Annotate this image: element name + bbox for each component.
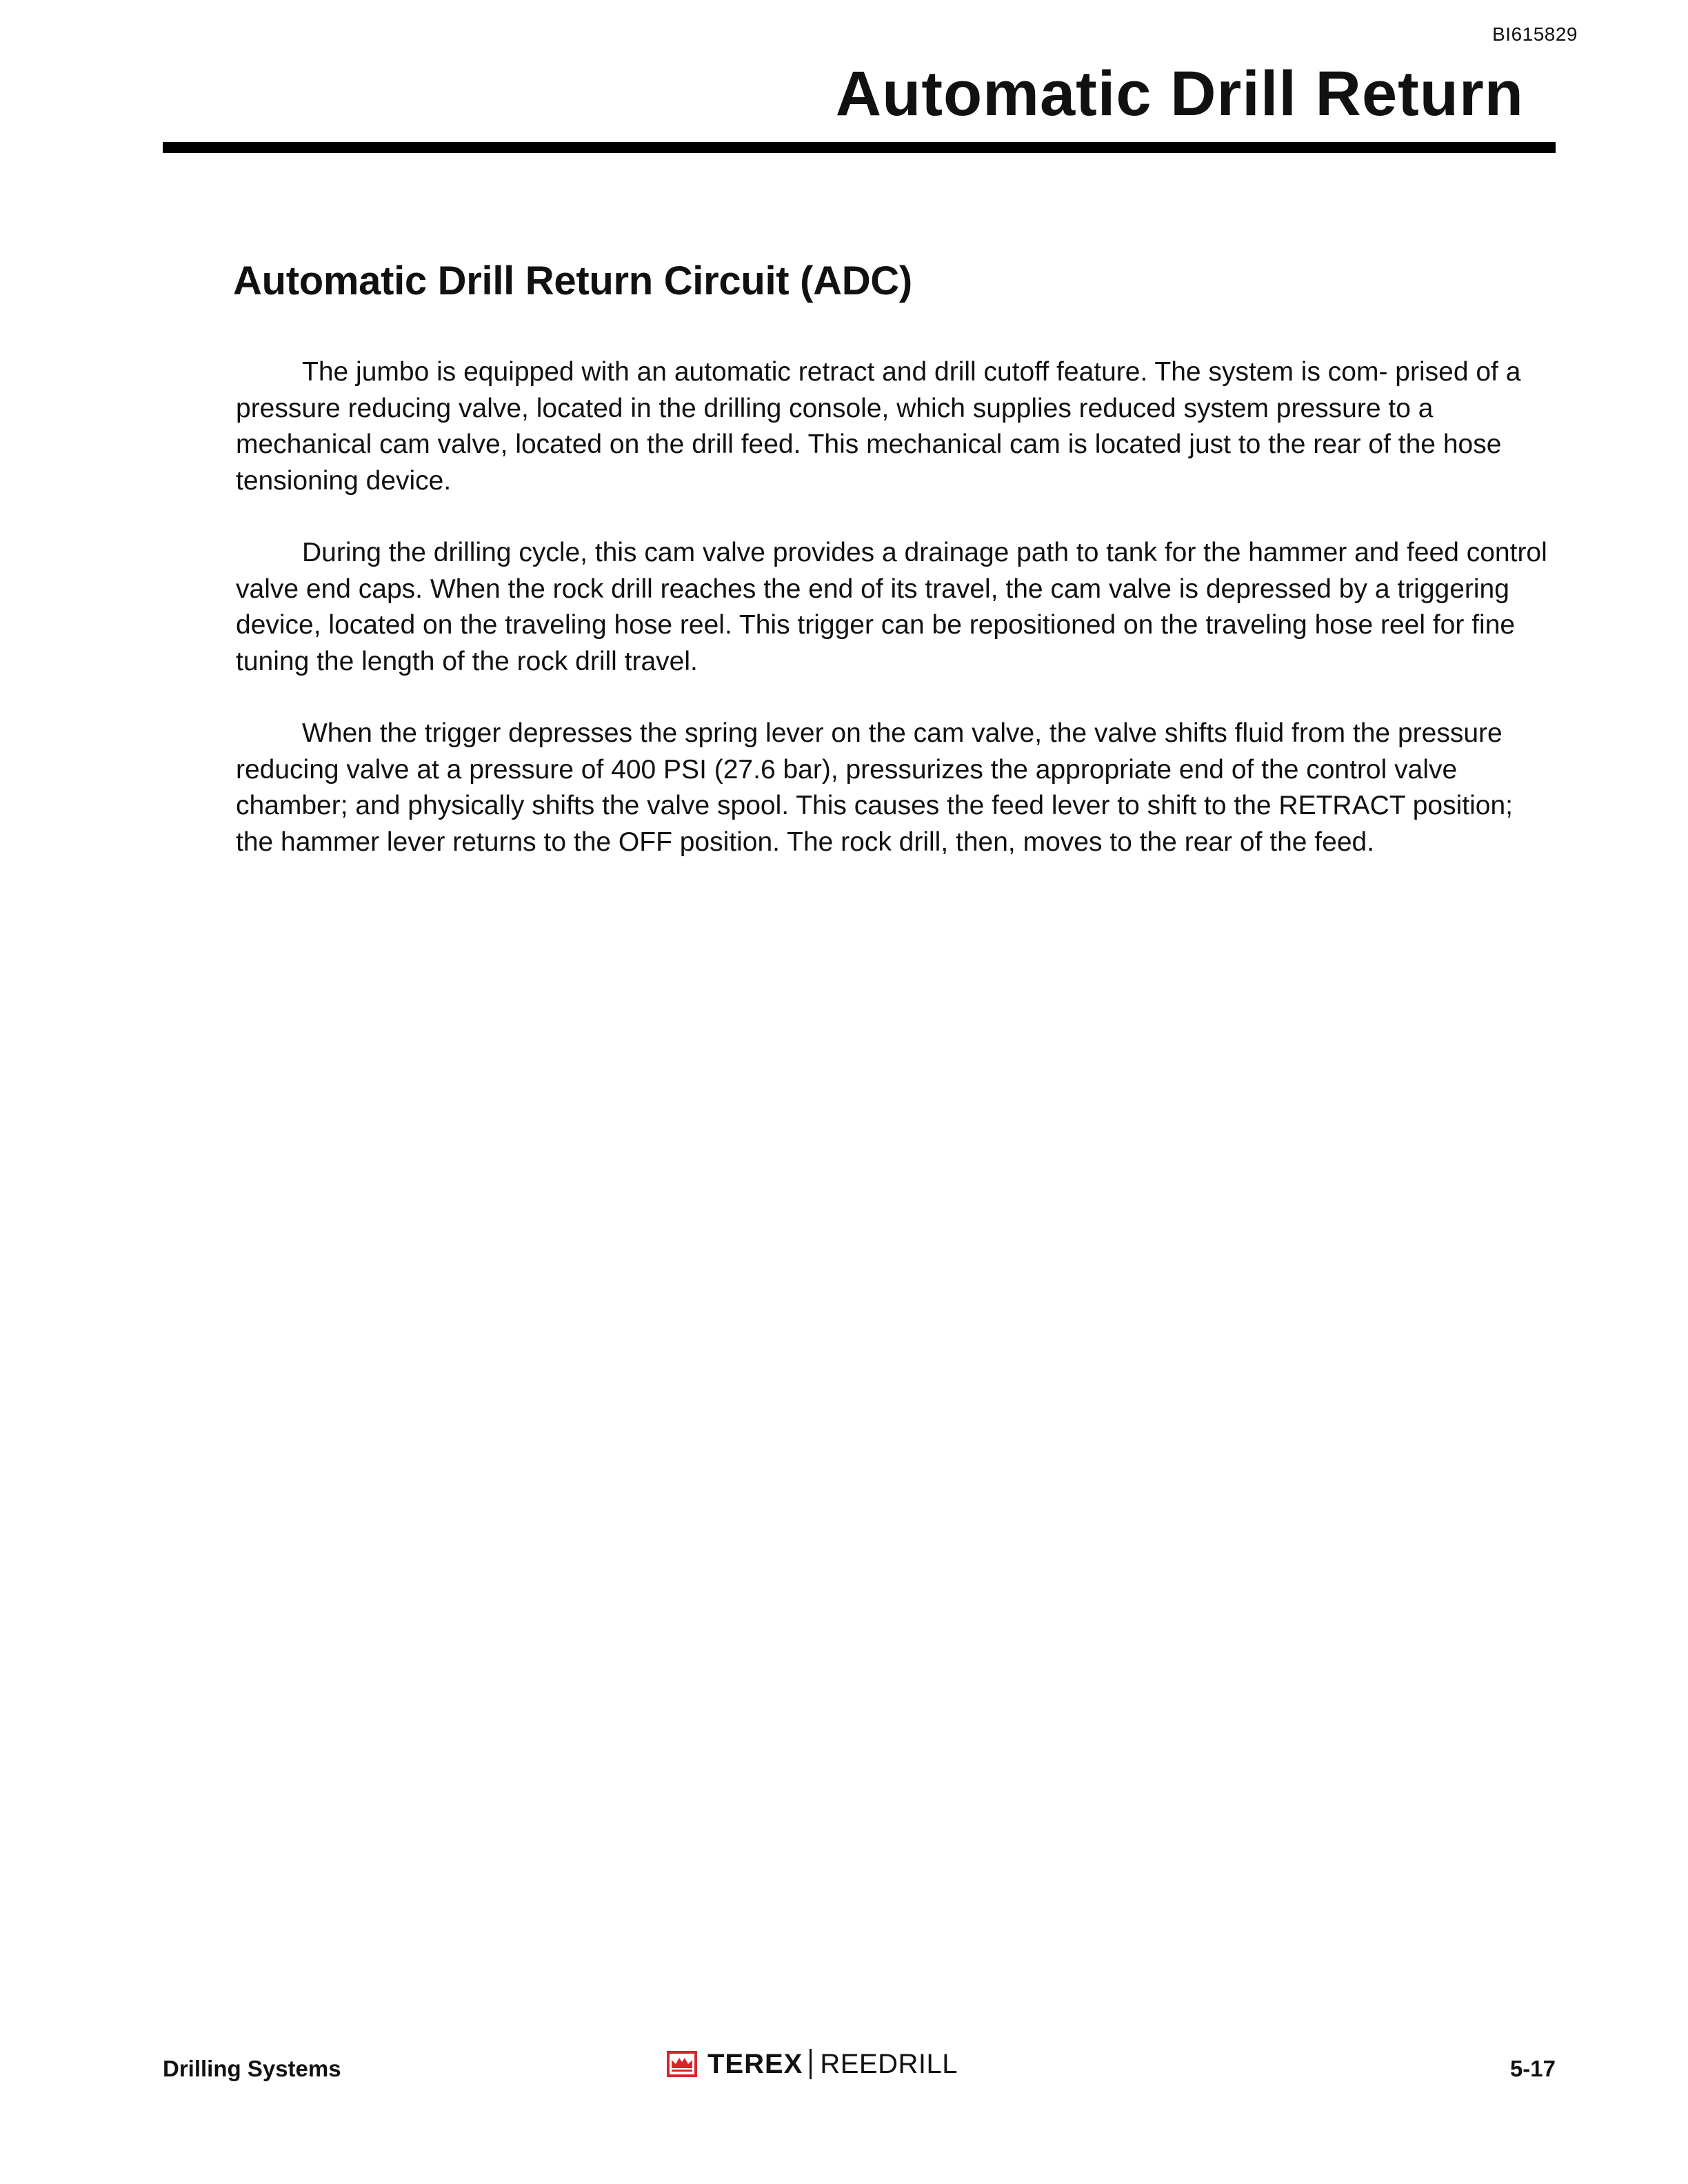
terex-crown-icon	[666, 2050, 698, 2078]
paragraph-1: The jumbo is equipped with an automatic retract and drill cutoff feature. The system is com- prised of a pressure reducing valve, located in the drilling console, which supplies reduced system pressure to a mechanical cam valve, located on the drill feed. This mechanical cam is located just to the rear of the hose tensioning device.	[236, 357, 1521, 496]
paragraph-2: During the drilling cycle, this cam valve provides a drainage path to tank for the hammer and feed control valve end caps. When the rock drill reaches the end of its travel, the cam valve is depressed by a triggering device, located on the traveling hose reel. This trigger can be repositioned on the traveling hose reel for fine tuning the length of the rock drill travel.	[236, 538, 1547, 676]
paragraph-3: When the trigger depresses the spring lever on the cam valve, the valve shifts fluid from the pressure reducing valve at a pressure of 400 PSI (27.6 bar), pressurizes the appropriate end of the control valve chamber; and physically shifts the valve spool. This causes the feed lever to shift to the RETRACT position; the hammer lever returns to the OFF position. The rock drill, then, moves to the rear of the feed.	[236, 718, 1513, 857]
logo-product-text: REEDRILL	[820, 2048, 958, 2079]
section-heading: Automatic Drill Return Circuit (ADC)	[233, 259, 912, 303]
title-rule-divider	[163, 142, 1556, 153]
logo-separator	[810, 2049, 812, 2079]
document-id: BI615829	[1492, 23, 1578, 45]
section-body	[236, 354, 1553, 896]
logo-brand-text: TEREX	[707, 2048, 803, 2079]
terex-reedrill-logo	[666, 2048, 958, 2081]
page-number: 5-17	[1509, 2056, 1556, 2081]
footer-section-name: Drilling Systems	[163, 2056, 341, 2081]
page-title: Automatic Drill Return	[835, 59, 1524, 129]
